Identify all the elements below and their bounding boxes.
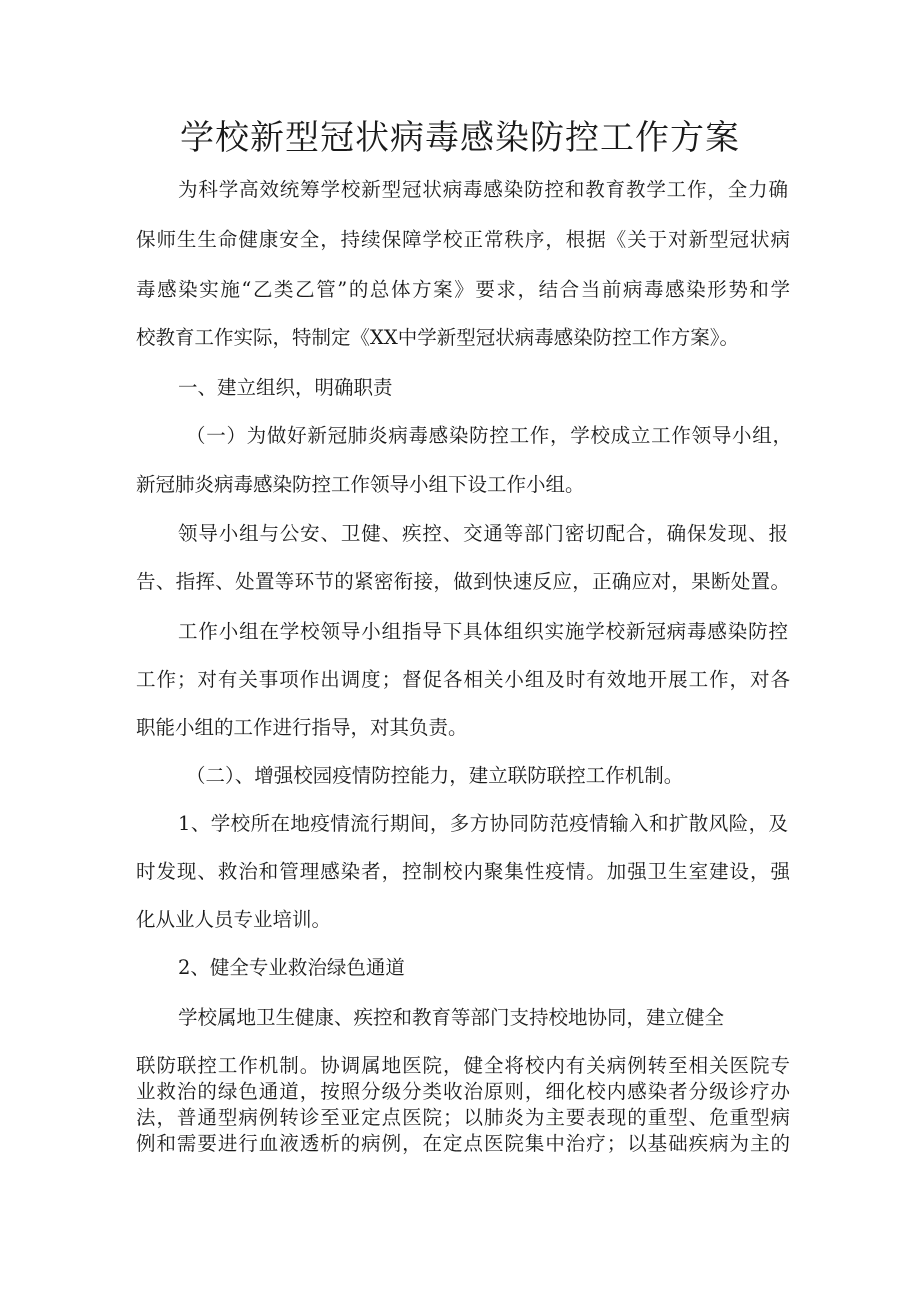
section-heading: （二）、增强校园疫情防控能力，建立联防联控工作机制。: [186, 764, 684, 787]
paragraph-line: 新冠肺炎病毒感染防控工作领导小组下设工作小组。: [136, 473, 585, 496]
paragraph-line: 例和需要进行血液透析的病例，在定点医院集中治疗；以基础疾病为主的: [136, 1132, 790, 1155]
section-heading: 2、健全专业救治绿色通道: [178, 956, 405, 979]
document-title: 学校新型冠状病毒感染防控工作方案: [180, 118, 740, 158]
section-heading: 一、建立组织，明确职责: [178, 376, 393, 399]
paragraph-line: 保师生生命健康安全，持续保障学校正常秩序，根据《关于对新型冠状病: [136, 228, 790, 251]
paragraph-line: 1、学校所在地疫情流行期间，多方协同防范疫情输入和扩散风险，及: [178, 812, 788, 835]
paragraph-line: 领导小组与公安、卫健、疾控、交通等部门密切配合，确保发现、报: [178, 522, 788, 545]
paragraph-line: 职能小组的工作进行指导，对其负责。: [136, 716, 468, 739]
paragraph-line: 毒感染实施“乙类乙管”的总体方案》要求，结合当前病毒感染形势和学: [136, 278, 790, 301]
paragraph-line: 联防联控工作机制。协调属地医院，健全将校内有关病例转至相关医院专: [136, 1054, 790, 1077]
paragraph-line: 时发现、救治和管理感染者，控制校内聚集性疫情。加强卫生室建设，强: [136, 860, 790, 883]
paragraph-line: 工作；对有关事项作出调度；督促各相关小组及时有效地开展工作，对各: [136, 668, 790, 691]
paragraph-line: 工作小组在学校领导小组指导下具体组织实施学校新冠病毒感染防控: [178, 620, 788, 643]
paragraph-line: 告、指挥、处置等环节的紧密衔接，做到快速反应，正确应对，果断处置。: [136, 570, 790, 593]
paragraph-line: 化从业人员专业培训。: [136, 908, 332, 931]
paragraph-line: （一）为做好新冠肺炎病毒感染防控工作，学校成立工作领导小组，: [186, 424, 792, 447]
paragraph-line: 校教育工作实际，特制定《XX中学新型冠状病毒感染防控工作方案》。: [136, 326, 740, 349]
paragraph-line: 为科学高效统筹学校新型冠状病毒感染防控和教育教学工作，全力确: [178, 178, 788, 201]
paragraph-line: 学校属地卫生健康、疾控和教育等部门支持校地协同，建立健全: [178, 1006, 725, 1029]
paragraph-line: 法，普通型病例转诊至亚定点医院；以肺炎为主要表现的重型、危重型病: [136, 1106, 790, 1129]
paragraph-line: 业救治的绿色通道，按照分级分类收治原则，细化校内感染者分级诊疗办: [136, 1080, 790, 1103]
